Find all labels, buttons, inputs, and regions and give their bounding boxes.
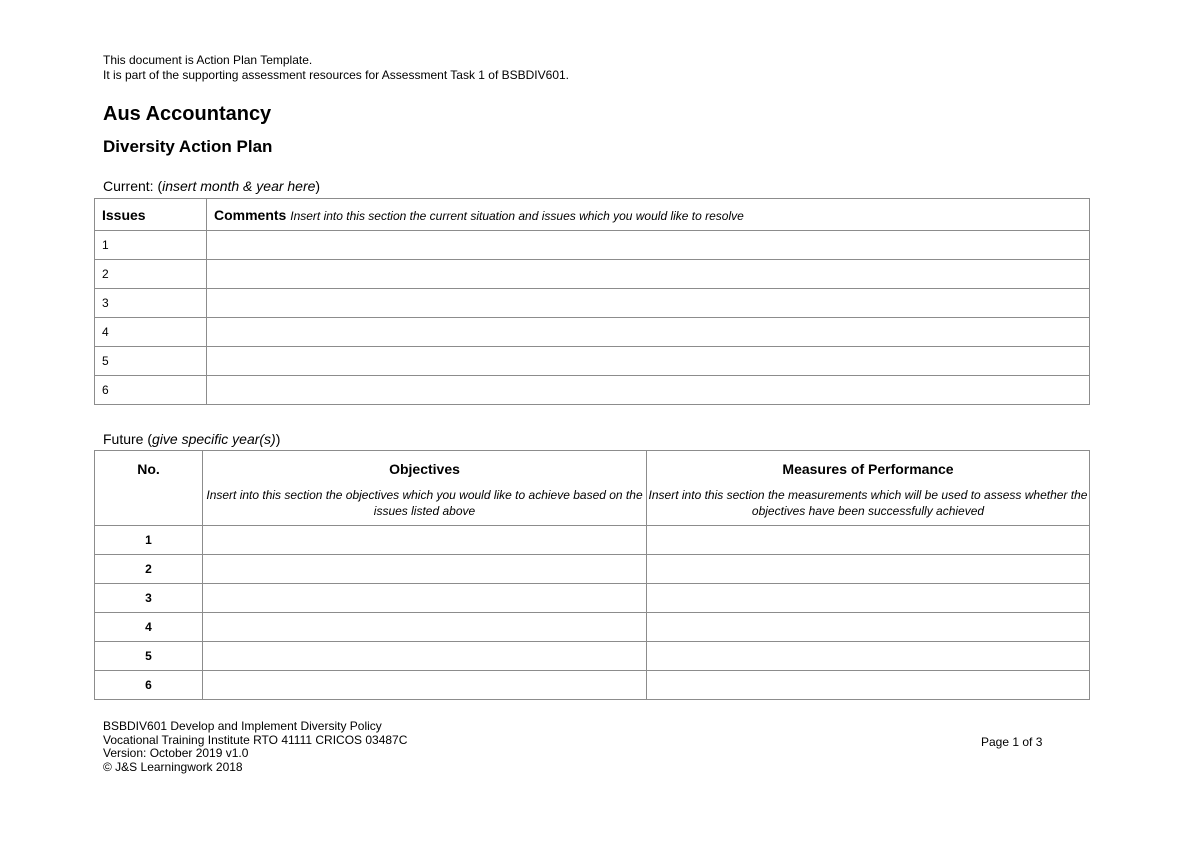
objective-number: 6	[95, 671, 203, 700]
header-comments-hint: Insert into this section the current situation and issues which you would like to resolve	[290, 208, 744, 223]
issue-number: 3	[95, 289, 207, 318]
measure-cell[interactable]	[647, 584, 1090, 613]
objective-cell[interactable]	[203, 642, 647, 671]
measure-cell[interactable]	[647, 555, 1090, 584]
issue-number: 1	[95, 231, 207, 260]
issue-number: 2	[95, 260, 207, 289]
current-caption: Current: (insert month & year here)	[103, 178, 321, 194]
footer-copyright: © J&S Learningwork 2018	[103, 759, 243, 774]
header-measures: Measures of Performance Insert into this section the measurements which will be used to assess whether the objectives have been successfully achieved	[647, 451, 1090, 526]
future-objectives-table	[94, 450, 1090, 700]
intro-text	[103, 53, 569, 83]
measure-cell[interactable]	[647, 526, 1090, 555]
table-row	[95, 613, 1090, 642]
comment-cell[interactable]	[207, 347, 1090, 376]
future-caption: Future (give specific year(s))	[103, 431, 281, 447]
intro-line-1: This document is Action Plan Template.	[103, 53, 313, 67]
table-row	[95, 642, 1090, 671]
measure-cell[interactable]	[647, 671, 1090, 700]
header-measures-hint: Insert into this section the measurements which will be used to assess whether the objectives have been successfully achieved	[648, 488, 1088, 518]
issue-number: 5	[95, 347, 207, 376]
table-row	[95, 260, 1090, 289]
table-row	[95, 376, 1090, 405]
table-row	[95, 318, 1090, 347]
intro-line-2: It is part of the supporting assessment resources for Assessment Task 1 of BSBDIV601.	[103, 68, 570, 82]
comment-cell[interactable]	[207, 231, 1090, 260]
header-comments: Comments Insert into this section the current situation and issues which you would like to resolve	[207, 199, 1090, 231]
table-row	[95, 526, 1090, 555]
comment-cell[interactable]	[207, 376, 1090, 405]
company-name: Aus Accountancy	[103, 103, 272, 125]
objective-cell[interactable]	[203, 584, 647, 613]
issue-number: 4	[95, 318, 207, 347]
measure-cell[interactable]	[647, 642, 1090, 671]
footer-institute: Vocational Training Institute RTO 41111 CRICOS 03487C	[103, 732, 408, 747]
comment-cell[interactable]	[207, 318, 1090, 347]
page-number: Page 1 of 3	[981, 735, 1043, 749]
table-row	[95, 555, 1090, 584]
issue-number: 6	[95, 376, 207, 405]
objective-number: 5	[95, 642, 203, 671]
header-issues: Issues	[95, 199, 207, 231]
objective-number: 4	[95, 613, 203, 642]
table-row	[95, 584, 1090, 613]
measure-cell[interactable]	[647, 613, 1090, 642]
footer-course: BSBDIV601 Develop and Implement Diversity Policy	[103, 719, 382, 733]
header-objectives-hint: Insert into this section the objectives which you would like to achieve based on the issues listed above	[206, 488, 643, 518]
footer	[103, 720, 407, 774]
comment-cell[interactable]	[207, 260, 1090, 289]
objective-cell[interactable]	[203, 671, 647, 700]
comment-cell[interactable]	[207, 289, 1090, 318]
table-row	[95, 671, 1090, 700]
objective-number: 1	[95, 526, 203, 555]
objective-cell[interactable]	[203, 555, 647, 584]
objective-cell[interactable]	[203, 613, 647, 642]
table-row	[95, 347, 1090, 376]
future-caption-placeholder: give specific year(s)	[152, 431, 276, 447]
objective-cell[interactable]	[203, 526, 647, 555]
objective-number: 2	[95, 555, 203, 584]
header-no: No.	[95, 451, 203, 526]
document-title: Diversity Action Plan	[103, 137, 273, 156]
table-row	[95, 289, 1090, 318]
table-row	[95, 231, 1090, 260]
objective-number: 3	[95, 584, 203, 613]
header-objectives: Objectives Insert into this section the objectives which you would like to achieve based on the issues listed above	[203, 451, 647, 526]
footer-version: Version: October 2019 v1.0	[103, 746, 249, 760]
current-caption-placeholder: insert month & year here	[162, 178, 316, 194]
current-issues-table	[94, 198, 1090, 405]
